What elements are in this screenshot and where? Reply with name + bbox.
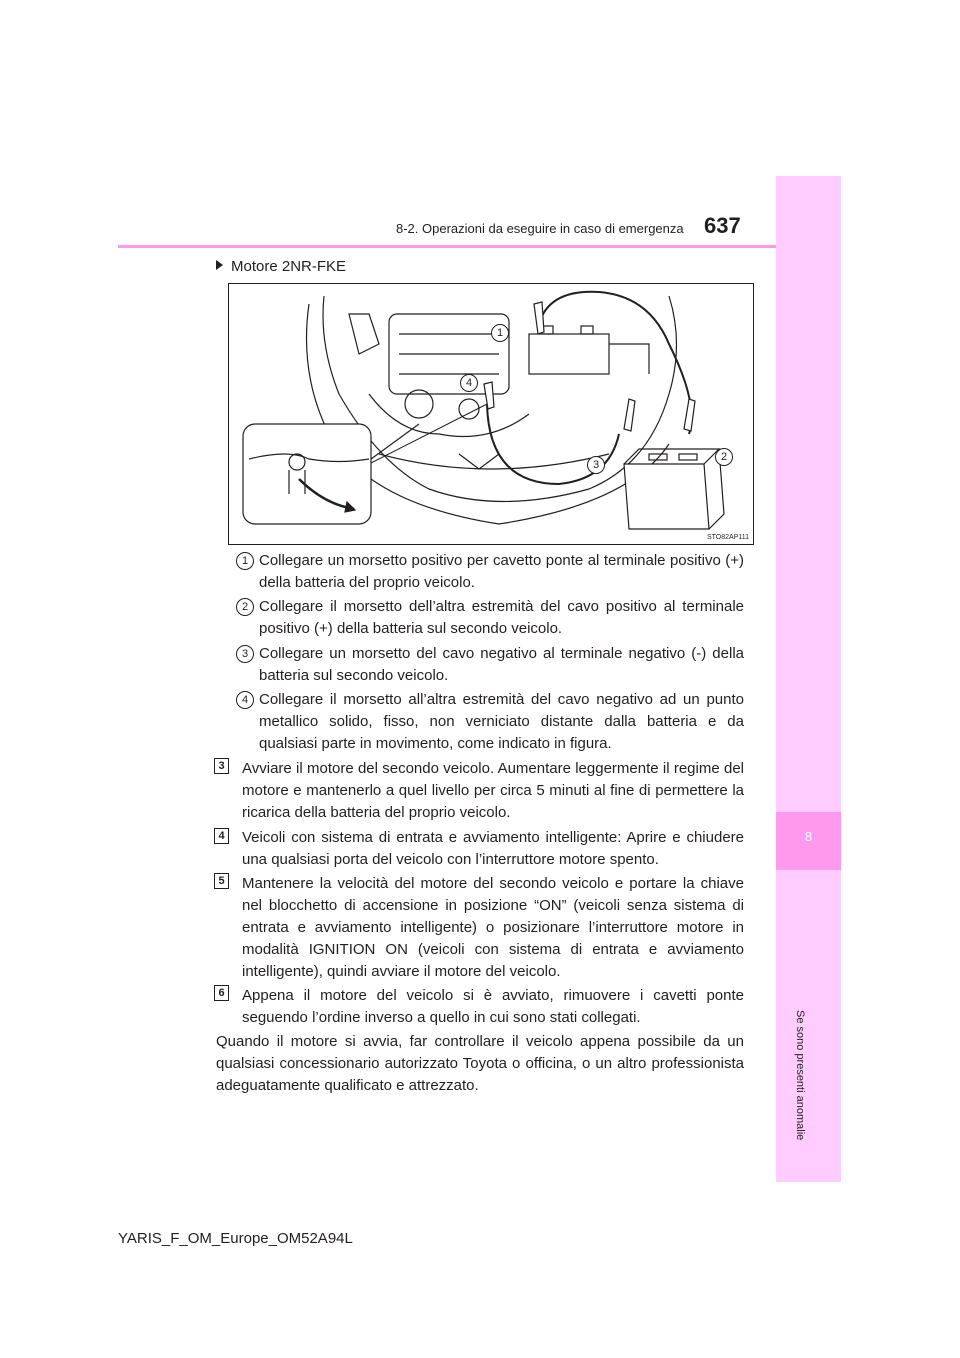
substep-number: 1 bbox=[236, 552, 254, 570]
substep-number: 3 bbox=[236, 645, 254, 663]
step-text: Mantenere la velocità del motore del secondo veicolo e portare la chiave nel blocchetto di accensione in posizione “ON” (veicoli senza sistema di entrata e avviamento intelligente) o posizionare l’interruttore motore in modalità IGNITION ON (veicoli con sistema di entrata e avviamento intelligente), quindi avviare il motore del veicolo. bbox=[242, 875, 744, 980]
step-text: Avviare il motore del secondo veicolo. Aumentare leggermente il regime del motore e mantenerlo a quel livello per circa 5 minuti al fine di permettere la ricarica della batteria del proprio veicolo. bbox=[242, 760, 744, 821]
illustration-drawing bbox=[229, 284, 753, 544]
step-number: 4 bbox=[214, 828, 229, 844]
side-tab-background bbox=[776, 176, 841, 812]
document-footer-id: YARIS_F_OM_Europe_OM52A94L bbox=[118, 1230, 353, 1247]
substep-text: Collegare il morsetto all’altra estremità del cavo negativo ad un punto metallico solido, fisso, non verniciato distante dalla batteria e da qualsiasi parte in movimento, come indicato in figura. bbox=[259, 691, 744, 752]
engine-jump-start-illustration bbox=[228, 283, 754, 545]
substep-text: Collegare un morsetto positivo per cavetto ponte al terminale positivo (+) della batteria del proprio veicolo. bbox=[259, 552, 744, 591]
step-text: Veicoli con sistema di entrata e avviamento intelligente: Aprire e chiudere una qualsiasi porta del veicolo con l’interruttore motore spento. bbox=[242, 829, 744, 868]
step-number: 6 bbox=[214, 985, 229, 1001]
step-number: 5 bbox=[214, 873, 229, 889]
callout-4: 4 bbox=[460, 374, 478, 392]
page-number: 637 bbox=[704, 213, 741, 238]
substep-text: Collegare un morsetto del cavo negativo al terminale negativo (-) della batteria sul secondo veicolo. bbox=[259, 645, 744, 684]
step-text: Appena il motore del veicolo si è avviato, rimuovere i cavetti ponte seguendo l’ordine inverso a quello in cui sono stati collegati. bbox=[242, 987, 744, 1026]
substep-number: 2 bbox=[236, 598, 254, 616]
step-number: 3 bbox=[214, 758, 229, 774]
closing-paragraph: Quando il motore si avvia, far controllare il veicolo appena possibile da un qualsiasi concessionario autorizzato Toyota o officina, o un altro professionista adeguatamente qualificato e attrezzato. bbox=[216, 1033, 744, 1094]
substep-text: Collegare il morsetto dell’altra estremità del cavo positivo al terminale positivo (+) della batteria sul secondo veicolo. bbox=[259, 598, 744, 637]
callout-1: 1 bbox=[491, 324, 509, 342]
triangle-bullet-icon bbox=[216, 260, 223, 270]
chapter-number: 8 bbox=[804, 829, 813, 844]
substep-number: 4 bbox=[236, 691, 254, 709]
callout-2: 2 bbox=[715, 448, 733, 466]
side-tab-background-lower bbox=[776, 870, 841, 1182]
subheading bbox=[216, 258, 346, 275]
header-divider bbox=[118, 245, 841, 248]
section-title: 8-2. Operazioni da eseguire in caso di emergenza bbox=[396, 221, 684, 236]
chapter-title: Se sono presenti anomalie bbox=[794, 1010, 806, 1141]
callout-3: 3 bbox=[587, 456, 605, 474]
subheading-text: Motore 2NR-FKE bbox=[231, 258, 347, 275]
figure-code: STO82AP111 bbox=[706, 534, 749, 541]
